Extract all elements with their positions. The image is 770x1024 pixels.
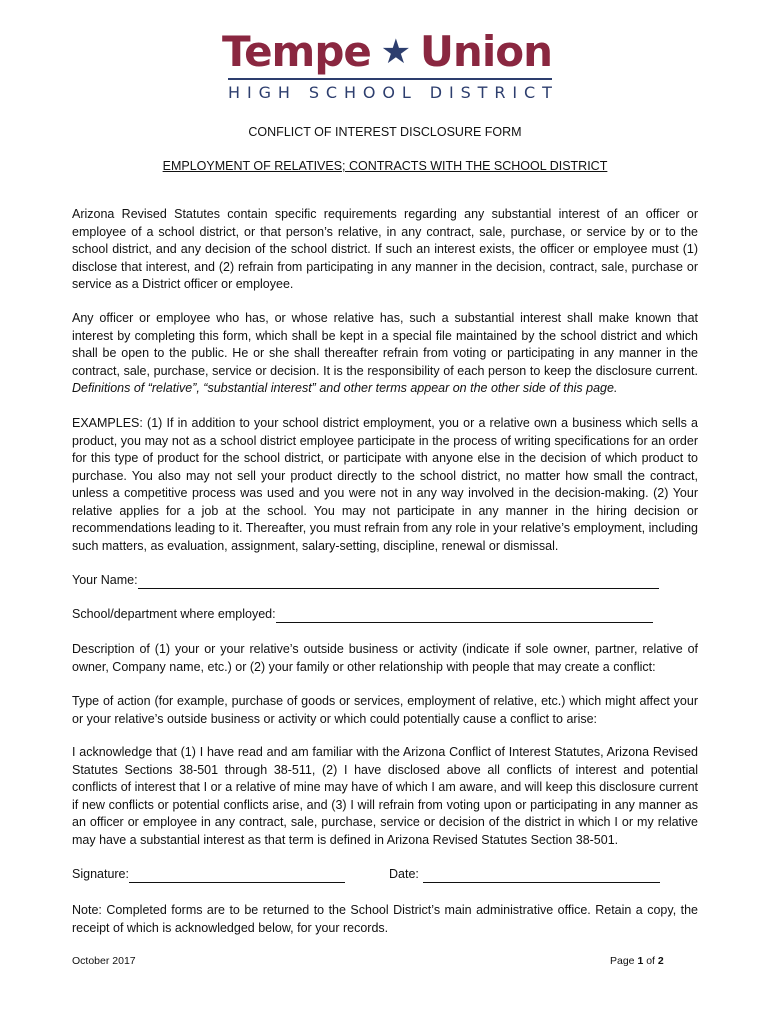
examples-paragraph: EXAMPLES: (1) If in addition to your school district employment, you or a relative own a business which sells a product, you may not as a school district employee participate in the process of writing specifications for an order for this type of product for the school district, or participate with anyone else in the decision of which product to purchase. You also may not sell your product directly to the school district, no matter how small the contract, unless a competitive process was used and you were not in any way involved in the decision-making. (2) Your relative applies for a job at the school. You may not participate in any manner in the hiring decision or recommendations leading to it. Thereafter, you must refrain from any role in your relative’s employment, including such matters, as evaluation, assignment, salary-setting, discipline, renewal or dismissal.: [72, 416, 698, 553]
page-number: [610, 954, 664, 968]
date-label: Date:: [389, 867, 419, 881]
logo-divider: [228, 78, 552, 80]
logo-letter: G: [258, 83, 271, 102]
footer-date: October 2017: [72, 955, 136, 967]
logo-letter: D: [429, 83, 443, 102]
page-prefix: Page: [610, 955, 638, 967]
your-name-label: Your Name:: [72, 573, 138, 587]
logo-letter: S: [460, 83, 471, 102]
school-department-row: [72, 606, 653, 623]
signature-field[interactable]: [129, 870, 345, 883]
logo-letter: I: [448, 83, 454, 102]
signature-date-row: [72, 866, 698, 883]
school-department-field[interactable]: [276, 610, 653, 623]
logo-letter: I: [246, 83, 252, 102]
logo-letter: T: [542, 83, 552, 102]
type-of-action-prompt: Type of action (for example, purchase of goods or services, employment of relative, etc.) which might affect your or your relative’s outside business or activity or which could potentially cause a conflict to arise:: [72, 694, 698, 726]
definitions-note: Definitions of “relative”, “substantial interest” and other terms appear on the other side of this page.: [72, 381, 618, 395]
disclosure-text: Any officer or employee who has, or whose relative has, such a substantial interest shall make known that interest by completing this form, which shall be kept in a special file maintained by the school district and which shall be open to the public. He or she shall thereafter refrain from voting or participating in any manner in the contract, sale, purchase, service or decision. It is the responsibility of each person to keep the disclosure current.: [72, 311, 698, 378]
statutes-paragraph: Arizona Revised Statutes contain specific requirements regarding any substantial interest of an officer or employee of a school district, or that person’s relative, in any contract, sale, purchase, or service by or to the school district, and any decision of the school district. If such an interest exists, the officer or employee must (1) disclose that interest, and (2) refrain from participating in any manner in the decision, contract, sale, purchase or service as a District officer or employee.: [72, 207, 698, 291]
logo-letter: H: [228, 83, 241, 102]
form-subtitle: EMPLOYMENT OF RELATIVES; CONTRACTS WITH THE SCHOOL DISTRICT: [162, 159, 608, 173]
logo-letter: L: [401, 83, 411, 102]
page-total: 2: [657, 955, 664, 967]
district-logo: [222, 27, 552, 102]
page-of: of: [643, 955, 658, 967]
logo-letter: O: [362, 83, 376, 102]
logo-letter: C: [325, 83, 338, 102]
logo-letter: C: [523, 83, 536, 102]
form-title: CONFLICT OF INTEREST DISCLOSURE FORM: [248, 125, 522, 139]
logo-letter: R: [494, 83, 506, 102]
signature-group: [72, 866, 345, 883]
logo-word-tempe: Tempe: [222, 27, 371, 76]
signature-label: Signature:: [72, 867, 129, 881]
logo-wordmark: [222, 27, 552, 76]
logo-letter: T: [477, 83, 488, 102]
return-note: Note: Completed forms are to be returned to the School District’s main administrative office. Retain a copy, the receipt of which is acknowledged below, for your records.: [72, 903, 698, 935]
logo-letter: H: [343, 83, 356, 102]
logo-word-union: Union: [419, 27, 552, 76]
date-field[interactable]: [423, 870, 660, 883]
description-prompt: Description of (1) your or your relative’s outside business or activity (indicate if sole owner, partner, relative of owner, Company name, etc.) or (2) your family or other relationship with people that may create a conflict:: [72, 642, 698, 674]
star-icon: ★: [380, 32, 411, 72]
date-group: [389, 866, 660, 883]
logo-letter: S: [308, 83, 319, 102]
disclosure-paragraph: [72, 310, 698, 398]
page-current: 1: [637, 955, 644, 967]
logo-letter: O: [382, 83, 395, 102]
school-department-label: School/department where employed:: [72, 607, 276, 621]
your-name-row: [72, 572, 659, 589]
logo-subtitle: [228, 84, 552, 102]
logo-space: [297, 84, 302, 102]
your-name-field[interactable]: [138, 576, 659, 589]
logo-letter: I: [512, 83, 518, 102]
logo-letter: H: [277, 83, 290, 102]
acknowledgement-paragraph: I acknowledge that (1) I have read and am familiar with the Arizona Conflict of Interest Statutes, Arizona Revised Statutes Sections 38-501 through 38-511, (2) I have disclosed above all conflicts of interest and potential conflicts of interest that I or a relative of mine may have of which I am aware, and will keep this disclosure current if new conflicts or potential conflicts arise, and (3) I will refrain from voting upon or participating in any manner as an officer or employee in any contract, sale, purchase, service or decision of the district in which I or my relative may have a substantial interest as that term is defined in Arizona Revised Statutes Section 38-501.: [72, 745, 698, 847]
logo-space: [418, 84, 423, 102]
